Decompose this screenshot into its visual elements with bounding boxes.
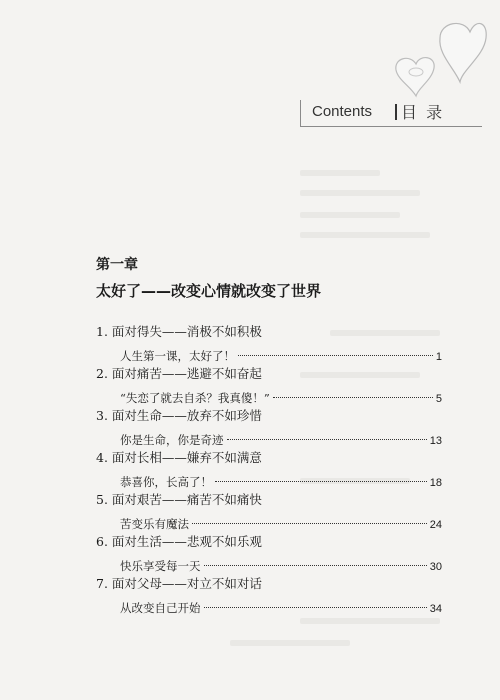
toc-entry[interactable] [96,406,442,450]
toc-entry[interactable] [96,574,442,618]
hearts-decoration-icon [388,8,488,103]
toc-entry[interactable] [96,448,442,492]
bleed-through-mark [300,232,430,238]
header-underline [300,126,482,127]
bleed-through-mark [230,640,350,646]
toc-page-number: 18 [429,477,442,489]
toc-page-number: 24 [429,519,442,531]
chapter-label: 第一章 [96,257,138,273]
toc-entry-subtitle-row [120,598,442,618]
dot-leader [204,565,427,566]
bleed-through-mark [300,212,400,218]
toc-entry-subtitle-row [120,472,442,492]
toc-page-number: 1 [435,351,442,363]
header-separator [395,104,397,120]
toc-entry-subtitle: 恭喜你，长高了！ [120,475,212,489]
toc-entry-subtitle-row [120,556,442,576]
dot-leader [273,397,433,398]
toc-entry-title: 7. 面对父母——对立不如对话 [96,576,262,591]
toc-entry-title: 3. 面对生命——放弃不如珍惜 [96,408,262,423]
toc-page-number: 5 [435,393,442,405]
toc-entry-subtitle: 从改变自己开始 [120,601,201,615]
toc-entry[interactable] [96,490,442,534]
toc-entry-title: 6. 面对生活——悲观不如乐观 [96,534,262,549]
toc-entry-subtitle: 苦变乐有魔法 [120,517,189,531]
toc-page-number: 34 [429,603,442,615]
dot-leader [238,355,433,356]
dot-leader [227,439,427,440]
toc-entry-subtitle-row [120,514,442,534]
bleed-through-mark [300,618,440,624]
bleed-through-mark [300,170,380,176]
toc-entry[interactable] [96,532,442,576]
toc-entry-subtitle: 快乐享受每一天 [120,559,201,573]
contents-heading: Contents [312,103,373,120]
toc-entry-subtitle-row [120,346,442,366]
toc-entry-subtitle-row [120,388,442,408]
toc-entry-subtitle-row [120,430,442,450]
toc-entry-title: 4. 面对长相——嫌弃不如满意 [96,450,262,465]
toc-entry-subtitle: “失恋了就去自杀？我真傻！” [120,391,270,405]
toc-entry[interactable] [96,322,442,366]
dot-leader [192,523,427,524]
toc-entry-title: 2. 面对痛苦——逃避不如奋起 [96,366,262,381]
toc-entry-subtitle: 人生第一课，太好了！ [120,349,235,363]
dot-leader [204,607,427,608]
dot-leader [215,481,427,482]
mulu-heading: 目 录 [401,103,445,122]
bleed-through-mark [300,190,420,196]
header-left-rule [300,100,301,126]
toc-page-number: 30 [429,561,442,573]
toc-page-number: 13 [429,435,442,447]
toc-entry-title: 5. 面对艰苦——痛苦不如痛快 [96,492,262,507]
toc-entry-title: 1. 面对得失——消极不如积极 [96,324,262,339]
toc-entry[interactable] [96,364,442,408]
chapter-title: 太好了——改变心情就改变了世界 [96,282,322,300]
toc-entry-subtitle: 你是生命，你是奇迹 [120,433,224,447]
